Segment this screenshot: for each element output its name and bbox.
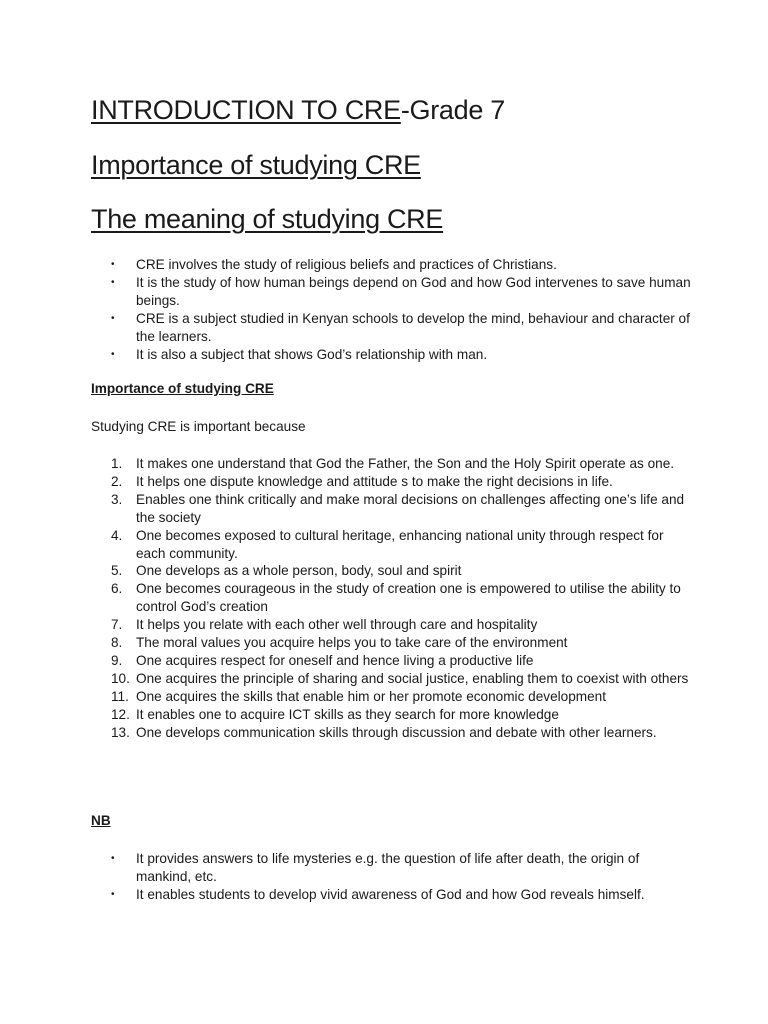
list-item	[91, 688, 691, 706]
list-item	[91, 562, 691, 580]
item-text: It makes one understand that God the Father, the Son and the Holy Spirit operate as one.	[136, 456, 675, 471]
bullet-icon: •	[111, 312, 115, 324]
intro-sentence: Studying CRE is important because	[91, 419, 306, 434]
list-item	[91, 724, 691, 742]
list-item	[91, 580, 691, 616]
title-grade-part: -Grade 7	[400, 95, 505, 125]
bullet-text: CRE involves the study of religious beliefs and practices of Christians.	[136, 257, 557, 272]
bullet-icon: •	[111, 888, 115, 900]
item-number: 1.	[111, 456, 123, 471]
bullet-icon: •	[111, 853, 115, 864]
meaning-bullet-list	[91, 256, 691, 363]
list-item	[91, 274, 691, 310]
item-text: One acquires the principle of sharing and social justice, enabling them to coexist with others	[136, 670, 689, 686]
list-item	[91, 473, 691, 491]
bullet-text: It is the study of how human beings depend on God and how God intervenes to save human beings.	[136, 274, 691, 308]
item-text: The moral values you acquire helps you to take care of the environment	[136, 635, 568, 651]
bullet-icon: •	[111, 259, 115, 270]
item-number: 6.	[111, 581, 123, 597]
heading-meaning: The meaning of studying CRE	[91, 204, 444, 234]
item-number: 5.	[111, 563, 123, 579]
list-item	[91, 670, 691, 688]
list-item	[91, 455, 691, 473]
item-text: It helps you relate with each other well through care and hospitality	[136, 617, 538, 633]
subheading-nb: NB	[91, 813, 111, 828]
item-text: One acquires respect for oneself and hence living a productive life	[136, 652, 534, 668]
bullet-icon: •	[111, 276, 115, 288]
list-item	[91, 616, 691, 634]
item-number: 10.	[111, 670, 130, 686]
list-item	[91, 706, 691, 724]
list-item	[91, 850, 691, 886]
list-item	[91, 527, 691, 563]
item-text: One becomes exposed to cultural heritage, enhancing national unity through respect for each community.	[136, 527, 664, 561]
item-number: 4.	[111, 527, 123, 543]
list-item	[91, 634, 691, 652]
document-title	[91, 92, 505, 128]
list-item	[91, 310, 691, 346]
bullet-text: CRE is a subject studied in Kenyan schools to develop the mind, behaviour and character of the learners.	[136, 310, 690, 344]
item-text: One develops as a whole person, body, soul and spirit	[136, 563, 462, 579]
bullet-text: It provides answers to life mysteries e.g. the question of life after death, the origin of mankind, etc.	[136, 851, 640, 884]
item-text: One acquires the skills that enable him or her promote economic development	[136, 688, 606, 704]
subheading-importance: Importance of studying CRE	[91, 381, 274, 396]
item-number: 13.	[111, 724, 130, 740]
list-item	[91, 256, 691, 274]
bullet-text: It enables students to develop vivid awareness of God and how God reveals himself.	[136, 886, 645, 902]
item-number: 2.	[111, 473, 123, 489]
list-item	[91, 491, 691, 527]
importance-numbered-list	[91, 455, 691, 742]
item-text: One becomes courageous in the study of creation one is empowered to utilise the ability to control God’s creation	[136, 581, 681, 615]
item-number: 3.	[111, 491, 123, 507]
item-text: It enables one to acquire ICT skills as they search for more knowledge	[136, 706, 559, 722]
item-number: 8.	[111, 635, 123, 651]
item-text: It helps one dispute knowledge and attitude s to make the right decisions in life.	[136, 473, 613, 489]
item-number: 11.	[111, 688, 129, 704]
nb-bullet-list	[91, 850, 691, 904]
item-number: 12.	[111, 706, 130, 722]
list-item	[91, 652, 691, 670]
item-text: Enables one think critically and make moral decisions on challenges affecting one’s life and the society	[136, 491, 685, 525]
list-item	[91, 886, 691, 904]
item-number: 9.	[111, 652, 123, 668]
item-text: One develops communication skills through discussion and debate with other learners.	[136, 724, 657, 740]
bullet-icon: •	[111, 348, 115, 360]
list-item	[91, 346, 691, 364]
bullet-text: It is also a subject that shows God’s relationship with man.	[136, 346, 488, 362]
heading-importance: Importance of studying CRE	[91, 150, 421, 180]
title-underlined-part: INTRODUCTION TO CRE	[91, 95, 401, 125]
item-number: 7.	[111, 617, 123, 633]
